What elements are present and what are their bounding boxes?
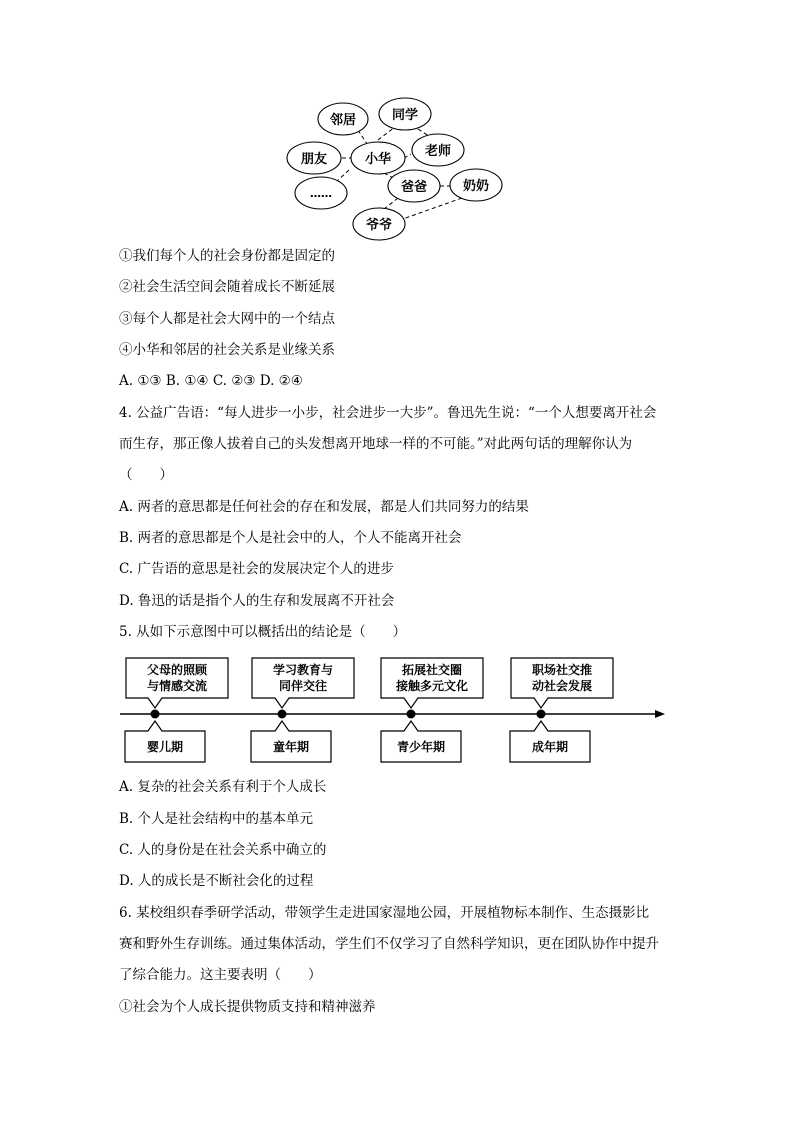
node-teacher-label: 老师 — [424, 144, 452, 159]
q4-option-b: B. 两者的意思都是个人是社会中的人，个人不能离开社会 — [119, 530, 462, 546]
timeline-dot-4 — [537, 710, 546, 719]
q5-option-d: D. 人的成长是不断社会化的过程 — [119, 873, 314, 889]
q3-statement-3: ③每个人都是社会大网中的一个结点 — [119, 311, 335, 327]
stage-label-infancy: 婴儿期 — [146, 740, 184, 754]
top-box-4-line-2: 动社会发展 — [531, 679, 593, 693]
q3-statement-1: ①我们每个人的社会身份都是固定的 — [119, 248, 335, 264]
node-neighbor-label: 邻居 — [329, 113, 357, 128]
node-grandma-label: 奶奶 — [462, 179, 490, 194]
top-box-2-line-2: 同伴交往 — [278, 679, 328, 693]
q4-option-a: A. 两者的意思都是任何社会的存在和发展，都是人们共同努力的结果 — [119, 499, 529, 515]
timeline-dot-3 — [407, 710, 416, 719]
node-ellipsis-label: …… — [310, 187, 332, 200]
node-xiaohua-label: 小华 — [364, 152, 392, 167]
node-classmate-label: 同学 — [391, 108, 419, 123]
q3-options: A. ①③ B. ①④ C. ②③ D. ②④ — [119, 373, 303, 389]
q4-option-d: D. 鲁迅的话是指个人的生存和发展离不开社会 — [119, 593, 395, 609]
q6-stem-line-3: 了综合能力。这主要表明（ ） — [119, 967, 322, 983]
top-box-3-line-1: 拓展社交圈 — [401, 663, 463, 677]
q4-option-c: C. 广告语的意思是社会的发展决定个人的进步 — [119, 561, 394, 577]
node-friend-label: 朋友 — [300, 152, 328, 167]
q6-stem-line-1: 6. 某校组织春季研学活动，带领学生走进国家湿地公园，开展植物标本制作、生态摄影比 — [119, 905, 650, 921]
q4-stem-line-2: 而生存，那正像人拔着自己的头发想离开地球一样的不可能。”对此两句话的理解你认为 — [119, 436, 633, 452]
node-dad-label: 爸爸 — [400, 180, 428, 195]
top-box-4-line-1: 职场社交推 — [531, 663, 593, 677]
q6-statement-1: ①社会为个人成长提供物质支持和精神滋养 — [119, 999, 376, 1015]
top-box-2-line-1: 学习教育与 — [272, 663, 334, 677]
stage-label-adulthood: 成年期 — [531, 740, 569, 754]
q5-stem: 5. 从如下示意图中可以概括出的结论是（ ） — [119, 624, 407, 640]
socialization-timeline — [0, 652, 794, 772]
top-box-3-line-2: 接触多元文化 — [395, 679, 469, 693]
social-network-diagram — [0, 0, 794, 250]
q4-stem-line-3: （ ） — [119, 467, 173, 483]
q3-statement-2: ②社会生活空间会随着成长不断延展 — [119, 279, 335, 295]
timeline-dot-2 — [278, 710, 287, 719]
q3-statement-4: ④小华和邻居的社会关系是业缘关系 — [119, 342, 335, 358]
node-grandpa-label: 爷爷 — [365, 218, 393, 233]
stage-label-adolescence: 青少年期 — [396, 740, 446, 754]
q5-option-c: C. 人的身份是在社会关系中确立的 — [119, 842, 327, 858]
timeline-dot-1 — [151, 710, 160, 719]
q4-stem-line-1: 4. 公益广告语：“每人进步一小步，社会进步一大步”。鲁迅先生说：“一个人想要离开社会 — [119, 405, 657, 421]
q6-stem-line-2: 赛和野外生存训练。通过集体活动，学生们不仅学习了自然科学知识，更在团队协作中提升 — [119, 936, 659, 952]
top-box-1-line-2: 与情感交流 — [146, 679, 208, 693]
stage-label-childhood: 童年期 — [272, 740, 310, 754]
arrow-head-icon — [655, 710, 665, 718]
top-box-1-line-1: 父母的照顾 — [146, 663, 208, 677]
q5-option-a: A. 复杂的社会关系有利于个人成长 — [119, 779, 327, 795]
q5-option-b: B. 个人是社会结构中的基本单元 — [119, 811, 314, 827]
